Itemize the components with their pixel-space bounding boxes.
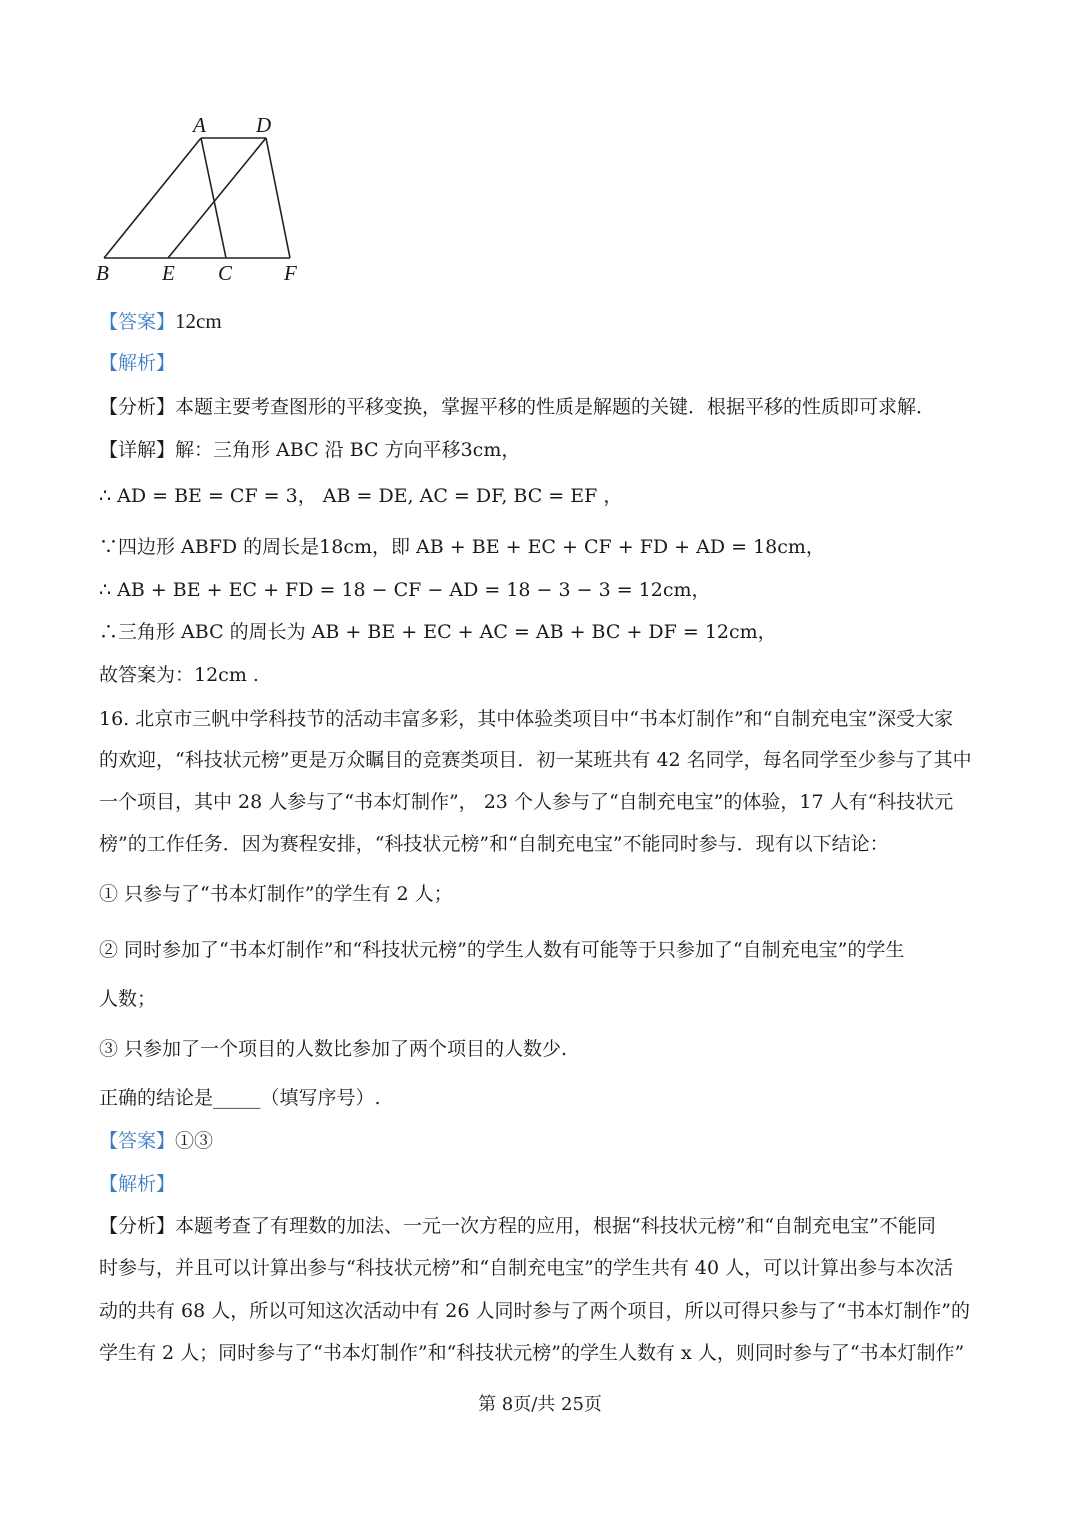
segment-df xyxy=(266,138,290,258)
q16-fenxi-line1: 【分析】本题考查了有理数的加法、一元一次方程的应用，根据“科技状元榜”和“自制充电宝”不能同 xyxy=(99,1215,936,1237)
analysis-tag: 【解析】 xyxy=(99,1173,176,1195)
analysis-tag: 【解析】 xyxy=(99,352,176,374)
trapezoid-figure xyxy=(90,108,320,293)
label-a: A xyxy=(193,113,206,137)
page-number: 第 8页/共 25页 xyxy=(478,1394,602,1415)
label-e: E xyxy=(162,261,175,285)
q15-step1: ∴ AD = BE = CF = 3， AB = DE, AC = DF, BC = EF ， xyxy=(99,485,623,507)
label-f: F xyxy=(284,261,297,285)
q16-answer xyxy=(99,1127,999,1155)
q15-step2: ∵四边形 ABFD 的周长是18cm，即 AB + BE + EC + CF + FD + AD = 18cm， xyxy=(99,536,825,558)
q15-step3: ∴ AB + BE + EC + FD = 18 − CF − AD = 18 − 3 − 3 = 12cm， xyxy=(99,579,711,601)
q15-xiangjie: 【详解】解：三角形 ABC 沿 BC 方向平移3cm， xyxy=(99,439,521,461)
q15-conclusion: 故答案为：12cm . xyxy=(99,664,259,686)
answer-value: ①③ xyxy=(175,1130,214,1152)
q15-fenxi: 【分析】本题主要考查图形的平移变换，掌握平移的性质是解题的关键．根据平移的性质即可求解． xyxy=(99,396,936,418)
q16-option2-line2: 人数； xyxy=(99,988,157,1010)
q16-analysis-tag xyxy=(99,1170,999,1198)
q15-step4: ∴三角形 ABC 的周长为 AB + BE + EC + AC = AB + BC + DF = 12cm， xyxy=(99,621,777,643)
q16-option3: ③ 只参加了一个项目的人数比参加了两个项目的人数少. xyxy=(99,1038,568,1060)
q16-prompt: 正确的结论是_____（填写序号）. xyxy=(99,1087,381,1109)
q16-fenxi-line4: 学生有 2 人；同时参与了“书本灯制作”和“科技状元榜”的学生人数有 x 人，则同时参与了“书本灯制作” xyxy=(99,1342,965,1364)
answer-tag: 【答案】 xyxy=(99,311,176,333)
q16-fenxi-line3: 动的共有 68 人，所以可知这次活动中有 26 人同时参与了两个项目，所以可得只参与了“书本灯制作”的 xyxy=(99,1300,970,1322)
q16-fenxi-line2: 时参与，并且可以计算出参与“科技状元榜”和“自制充电宝”的学生共有 40 人，可以计算出参与本次活 xyxy=(99,1257,954,1279)
label-b: B xyxy=(96,261,109,285)
q15-analysis-tag xyxy=(99,349,999,377)
answer-value: 12cm xyxy=(175,309,222,333)
q15-answer xyxy=(99,307,999,336)
figure-svg xyxy=(90,108,320,293)
q16-option2-line1: ② 同时参加了“书本灯制作”和“科技状元榜”的学生人数有可能等于只参加了“自制充电宝”的学生 xyxy=(99,939,905,961)
answer-tag: 【答案】 xyxy=(99,1130,176,1152)
q16-stem-line2: 的欢迎，“科技状元榜”更是万众瞩目的竞赛类项目．初一某班共有 42 名同学，每名同学至少参与了其中 xyxy=(99,749,972,771)
segment-de xyxy=(168,138,266,258)
q16-stem-line3: 一个项目，其中 28 人参与了“书本灯制作”， 23 个人参与了“自制充电宝”的体验，17 人有“科技状元 xyxy=(99,791,954,813)
label-d: D xyxy=(256,113,272,137)
segment-ab xyxy=(104,138,201,258)
label-c: C xyxy=(218,261,233,285)
q16-option1: ① 只参与了“书本灯制作”的学生有 2 人； xyxy=(99,883,453,905)
q16-stem-line1: 16. 北京市三帆中学科技节的活动丰富多彩，其中体验类项目中“书本灯制作”和“自制充电宝”深受大家 xyxy=(99,708,954,730)
segment-ac xyxy=(201,138,226,258)
q16-stem-line4: 榜”的工作任务．因为赛程安排，“科技状元榜”和“自制充电宝”不能同时参与．现有以下结论： xyxy=(99,833,889,855)
